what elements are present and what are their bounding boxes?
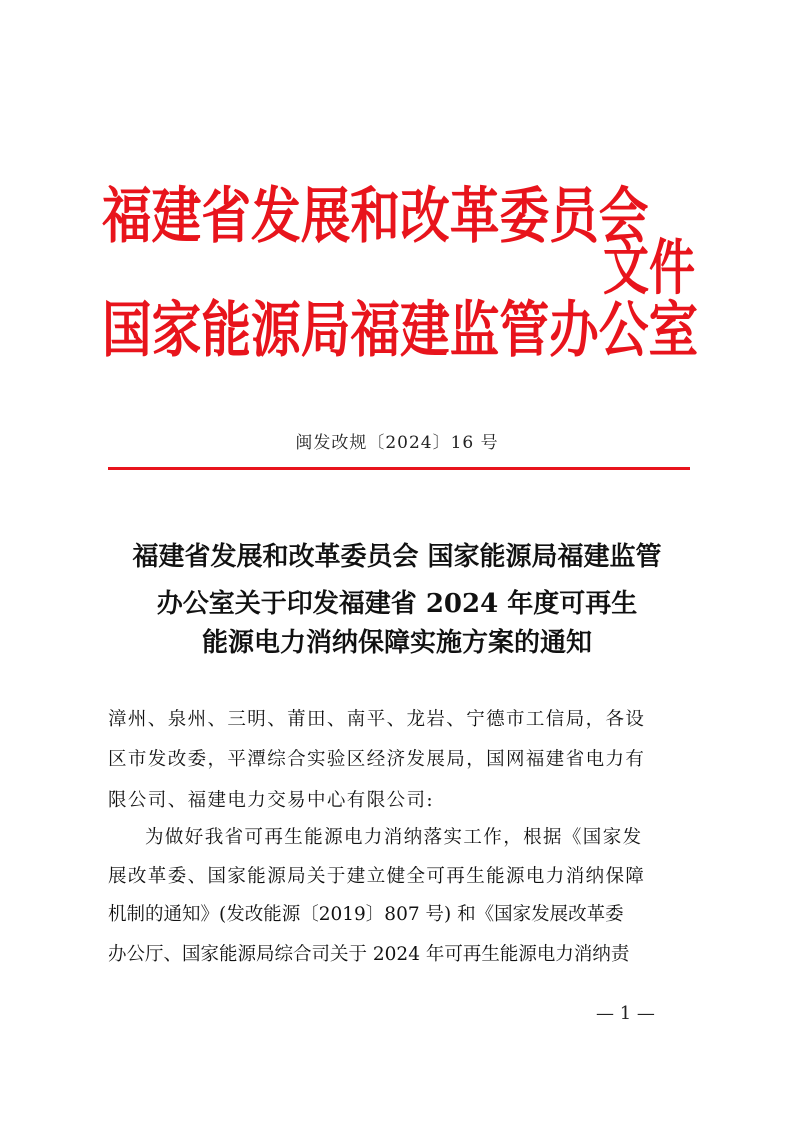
document-number: 闽发改规〔2024〕16 号: [295, 433, 499, 453]
body-line-2: 区市发改委，平潭综合实验区经济发展局，国网福建省电力有: [108, 749, 646, 770]
body-line-3: 限公司、福建电力交易中心有限公司:: [108, 790, 435, 811]
issuer-name-line-1: 福建省发展和改革委员会: [102, 179, 649, 251]
title-line-3: 能源电力消纳保障实施方案的通知: [201, 628, 592, 658]
red-divider: [108, 467, 690, 470]
issuer-name-line-2: 国家能源局福建监管办公室: [102, 293, 699, 365]
body-line-7: 办公厅、国家能源局综合司关于 2024 年可再生能源电力消纳责: [108, 944, 630, 965]
page-number: — 1 —: [596, 1003, 655, 1024]
document-type-label: 文件: [603, 232, 695, 303]
title-line-1: 福建省发展和改革委员会 国家能源局福建监管: [132, 542, 662, 572]
body-line-1: 漳州、泉州、三明、莆田、南平、龙岩、宁德市工信局，各设: [108, 709, 646, 730]
body-line-6: 机制的通知》(发改能源〔2019〕807 号) 和《国家发展改革委: [108, 904, 624, 925]
title-line-2: 办公室关于印发福建省 2024 年度可再生: [156, 589, 638, 619]
body-line-5: 展改革委、国家能源局关于建立健全可再生能源电力消纳保障: [108, 866, 646, 887]
body-line-4: 为做好我省可再生能源电力消纳落实工作，根据《国家发: [145, 827, 643, 848]
